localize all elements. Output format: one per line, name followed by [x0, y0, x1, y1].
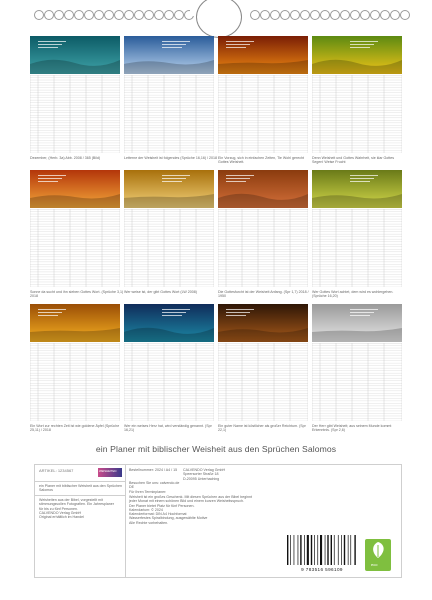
publisher-line: Speersorter Straße 18 [183, 472, 219, 477]
month-caption: Sonne da sucht und ihn sieben Gottes Wort. (Sprüche 3,1) 2018 [30, 290, 124, 299]
month-page [312, 170, 402, 298]
cover-text-line: Original erhältlich im Handel [39, 515, 84, 520]
eco-badge [365, 539, 391, 571]
month-photo [218, 170, 308, 208]
month-photo [218, 36, 308, 74]
planner-table [218, 209, 308, 287]
month-caption: Ein Vorzug, sich in einfachen Zeiten, Tie Wohl gerecht Gottes Weisheit. [218, 156, 305, 165]
month-photo [312, 304, 402, 342]
barcode-digits: 9 783516 596109 [301, 567, 343, 572]
cover-description [39, 498, 123, 519]
cover-text-line: Weisheiten aus der Bibel, vorgestellt mit [39, 498, 103, 502]
month-caption: Die Gottesfurcht ist der Weisheit Anfang. (Spr 1,7) 2018 / 1950 [218, 290, 309, 299]
planner-table [218, 75, 308, 153]
leaf-icon [365, 539, 391, 561]
binding-ring [64, 10, 74, 20]
info-column-cover [35, 465, 126, 577]
description-line: Kalendarium: © 2024 [129, 507, 163, 512]
month-caption: Der Herr gibt Weisheit; aus seinem Munde kommt Erkenntnis. (Spr 2,6) [312, 424, 392, 433]
binding-ring [154, 10, 164, 20]
binding-ring [390, 10, 400, 20]
info-panel [34, 464, 402, 578]
barcode [285, 535, 359, 567]
order-header: Bestellnummer: 2024 / A4 / 15 [129, 468, 178, 472]
planner-table [30, 209, 120, 287]
website-line: DE [129, 485, 134, 490]
month-photo [124, 170, 214, 208]
month-caption: Wer ein weises Herz hat, wird verständig genannt. (Spr 16,21) [124, 424, 212, 433]
planner-table [124, 343, 214, 421]
hanger-hook [196, 0, 242, 38]
month-photo [218, 304, 308, 342]
description-line: Wasserfestes Spiralbindung, ausgewählte Motive [129, 516, 208, 521]
binding-ring [260, 10, 270, 20]
month-page [30, 304, 120, 432]
cover-title: ein Planer mit biblischer Weisheit aus den Sprüchen Salomos [39, 484, 123, 493]
website-line: Besuchen Sie uns: calvendo.de [129, 481, 180, 485]
binding-ring [300, 10, 310, 20]
cover-text-line: CALVENDO Verlag GmbH [39, 510, 82, 515]
planner-table [218, 343, 308, 421]
binding-ring [94, 10, 104, 20]
month-page [218, 304, 308, 432]
description-line: Alle Rechte vorbehalten. [129, 520, 169, 525]
month-page [124, 304, 214, 432]
website-block [129, 481, 189, 494]
month-caption: Letterne der Weisheit ist folgendes (Sprüche 16,16) / 2018 [124, 156, 218, 160]
binding-ring [320, 10, 330, 20]
binding-ring [164, 10, 174, 20]
publisher-line: CALVENDO Verlag GmbH [183, 468, 226, 472]
article-number: ARTIKEL: 1234567 [39, 468, 74, 473]
planner-subtitle: ein Planer mit biblischer Weisheit aus den Sprüchen Salomos [95, 444, 337, 454]
month-page [30, 170, 124, 299]
binding-ring [400, 10, 410, 20]
month-caption: Dezember, (Herb. 3a) Abb. 2008 / 365 (Bild) [30, 156, 101, 160]
description-line: Der Planer bietet Platz für fünf Personen. [129, 503, 195, 508]
binding-ring [44, 10, 54, 20]
month-photo [30, 304, 120, 342]
planner-table [124, 75, 214, 153]
planner-table [312, 209, 402, 287]
website-line: Für Ihren Terminplaner: [129, 489, 167, 494]
planner-table [30, 343, 120, 421]
month-page [218, 36, 308, 164]
binding-ring [174, 10, 184, 20]
month-photo [312, 170, 402, 208]
month-photo [312, 36, 402, 74]
binding-ring [370, 10, 380, 20]
planner-table [124, 209, 214, 287]
eco-label: eco [371, 562, 378, 567]
binding-ring [34, 10, 44, 20]
month-photo [30, 170, 120, 208]
description-line: Kalenderformat: DIN A4 Hochformat [129, 512, 187, 517]
month-page [218, 170, 308, 298]
cover-thumbnail [98, 468, 122, 477]
month-photo [30, 36, 120, 74]
publisher-line: D-20095 Unterhaching [183, 476, 220, 481]
month-photo [124, 304, 214, 342]
binding-ring [330, 10, 340, 20]
binding-ring [84, 10, 94, 20]
month-caption: Denn Weisheit und Gottes Wahrheit, sie klar Gottes Segen! Weise Frucht [312, 156, 395, 165]
binding-ring [114, 10, 124, 20]
month-caption: Wer weise ist, der gibt Gottes Wort (LW 2008) [124, 290, 197, 294]
binding-ring [104, 10, 114, 20]
month-grid [30, 36, 402, 432]
month-caption: Wer Gottes Wort achtet, dem wird es wohlergehen. (Sprüche 16,20) [312, 290, 394, 299]
publisher-address [183, 468, 303, 481]
description-line: jeder Monat mit einem schönen Bild und einem kurzen Weisheitsspruch. [129, 499, 244, 504]
binding-ring [280, 10, 290, 20]
binding-ring [250, 10, 260, 20]
planner-table [30, 75, 120, 153]
planner-table [312, 75, 402, 153]
month-caption: Ein Wort zur rechten Zeit ist wie goldene Äpfel (Sprüche 25,11) / 2018 [30, 424, 120, 433]
binding-ring [310, 10, 320, 20]
month-page [312, 304, 402, 432]
binding-ring [350, 10, 360, 20]
binding-ring [340, 10, 350, 20]
binding-ring [360, 10, 370, 20]
month-page [124, 170, 214, 298]
month-photo [124, 36, 214, 74]
month-caption: Ein guter Name ist köstlicher als großer Reichtum. (Spr 22,1) [218, 424, 306, 433]
binding-ring [290, 10, 300, 20]
binding-ring [270, 10, 280, 20]
cover-text-line: stimmungsvollen Fotografien. Ein Jahresplaner [39, 502, 114, 507]
spiral-binding [0, 10, 432, 24]
binding-ring [134, 10, 144, 20]
divider [35, 481, 125, 482]
binding-ring [54, 10, 64, 20]
binding-ring [124, 10, 134, 20]
product-description [129, 495, 299, 525]
month-page [312, 36, 402, 164]
month-page [124, 36, 218, 164]
binding-ring [380, 10, 390, 20]
description-line: Weisheit ist ein großes Geschenk. Mit diesen Sprüchen aus der Bibel beginnt [129, 495, 252, 499]
month-page [30, 36, 120, 164]
cover-text-line: für bis zu fünf Personen. [39, 506, 78, 511]
binding-ring [74, 10, 84, 20]
planner-table [312, 343, 402, 421]
binding-ring [144, 10, 154, 20]
divider [35, 495, 125, 496]
thumbnail-label: WEISHEITEN [99, 469, 117, 473]
